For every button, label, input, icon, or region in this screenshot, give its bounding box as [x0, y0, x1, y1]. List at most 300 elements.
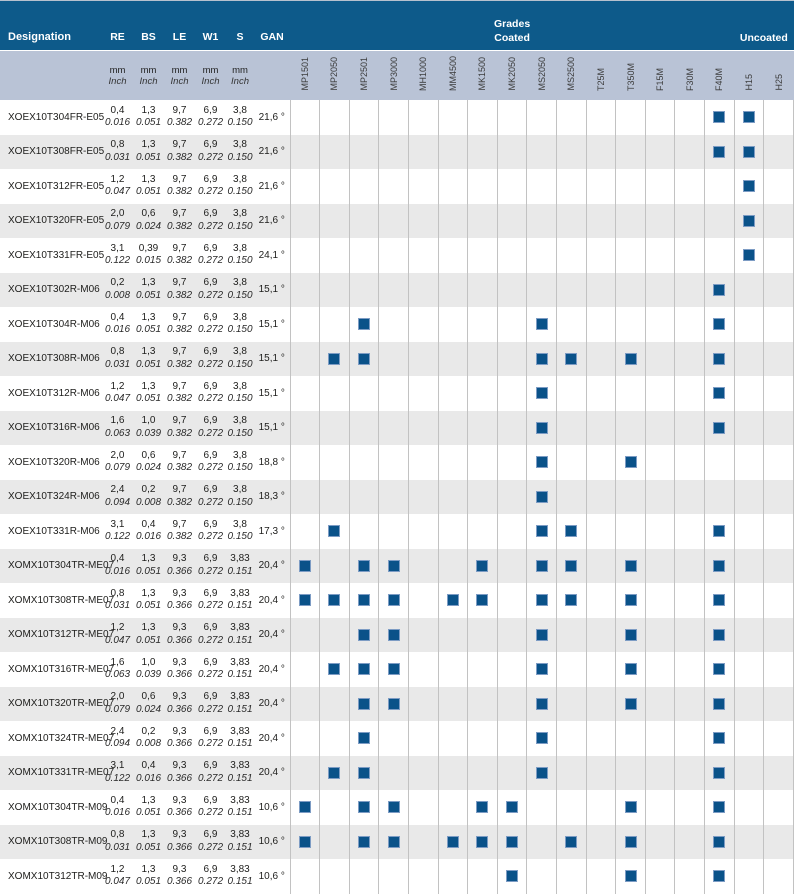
grade-cell-mp2050 [320, 100, 350, 135]
grade-cell-mk1500 [468, 652, 498, 687]
grade-cell-mm4500 [438, 825, 468, 860]
grade-cell-t25m [586, 790, 616, 825]
grade-cell-mk2050 [497, 411, 527, 446]
grade-cell-mp3000 [379, 135, 409, 170]
grade-cell-mk2050 [497, 342, 527, 377]
grade-cell-h25 [764, 790, 794, 825]
grade-cell-t350m [616, 756, 646, 791]
grade-cell-mk2050 [497, 204, 527, 239]
grade-cell-mk1500 [468, 687, 498, 722]
grade-cell-ms2050 [527, 618, 557, 653]
grade-cell-ms2050 [527, 756, 557, 791]
grade-cell-t350m [616, 307, 646, 342]
grade-cell-t350m [616, 859, 646, 894]
le-value-cell: 9,7 0.382 [164, 445, 195, 480]
grade-availability-marker [625, 801, 637, 813]
grade-availability-marker [713, 560, 725, 572]
grades-uncoated-group-header [734, 1, 793, 51]
grade-availability-marker [713, 698, 725, 710]
grade-cell-mp2501 [349, 238, 379, 273]
s-value-cell: 3,8 0.150 [226, 238, 254, 273]
grade-cell-mp2501 [349, 721, 379, 756]
table-row [0, 618, 794, 653]
gan-value-cell: 10,6 ° [254, 825, 290, 860]
grade-cell-ms2050 [527, 549, 557, 584]
grade-cell-mp1501 [290, 238, 320, 273]
le-value-cell: 9,7 0.382 [164, 100, 195, 135]
le-value-cell: 9,3 0.366 [164, 825, 195, 860]
grade-cell-mk2050 [497, 307, 527, 342]
grade-cell-mp2501 [349, 411, 379, 446]
subheader-row [0, 51, 794, 101]
grade-availability-marker [743, 215, 755, 227]
grade-cell-h25 [764, 583, 794, 618]
bs-value-cell: 1,3 0.051 [133, 100, 164, 135]
grade-cell-ms2050 [527, 238, 557, 273]
grade-cell-ms2500 [556, 342, 586, 377]
grade-cell-mk2050 [497, 135, 527, 170]
grade-cell-mp1501 [290, 480, 320, 515]
le-value-cell: 9,7 0.382 [164, 514, 195, 549]
grade-cell-f15m [645, 480, 675, 515]
grade-cell-ms2500 [556, 376, 586, 411]
gan-value-cell: 21,6 ° [254, 169, 290, 204]
designation-header: Designation [0, 1, 102, 51]
bs-value-cell: 0,6 0.024 [133, 687, 164, 722]
grade-cell-f15m [645, 721, 675, 756]
grade-cell-mp1501 [290, 100, 320, 135]
table-row [0, 445, 794, 480]
grade-cell-ms2050 [527, 721, 557, 756]
grade-cell-mm4500 [438, 756, 468, 791]
grade-cell-f15m [645, 307, 675, 342]
w1-value-cell: 6,9 0.272 [195, 652, 226, 687]
grade-cell-mp2501 [349, 273, 379, 308]
grade-cell-mp2050 [320, 480, 350, 515]
header-row [0, 1, 794, 51]
grade-cell-mm4500 [438, 549, 468, 584]
grade-cell-t350m [616, 445, 646, 480]
grade-cell-ms2500 [556, 825, 586, 860]
grade-cell-mp2501 [349, 169, 379, 204]
table-row [0, 204, 794, 239]
table-row [0, 100, 794, 135]
grade-cell-h15 [734, 652, 764, 687]
re-value-cell: 0,2 0.008 [102, 273, 133, 308]
grade-cell-h15 [734, 480, 764, 515]
designation-cell: XOMX10T312TR-ME07 [0, 618, 102, 653]
w1-value-cell: 6,9 0.272 [195, 480, 226, 515]
gan-value-cell: 18,3 ° [254, 480, 290, 515]
grade-cell-ms2500 [556, 169, 586, 204]
grade-cell-mh1000 [408, 342, 438, 377]
grade-availability-marker [388, 801, 400, 813]
grade-cell-mp2501 [349, 790, 379, 825]
grade-availability-marker [625, 353, 637, 365]
grade-cell-t25m [586, 825, 616, 860]
le-units: mm Inch [164, 51, 195, 101]
grade-cell-ms2500 [556, 238, 586, 273]
grade-cell-t350m [616, 169, 646, 204]
grade-cell-t25m [586, 273, 616, 308]
grade-cell-t25m [586, 721, 616, 756]
grade-cell-t25m [586, 238, 616, 273]
grade-cell-mp1501 [290, 859, 320, 894]
grade-cell-mk1500 [468, 790, 498, 825]
grade-cell-mm4500 [438, 376, 468, 411]
s-value-cell: 3,8 0.150 [226, 273, 254, 308]
grade-cell-mp2050 [320, 825, 350, 860]
grade-availability-marker [388, 836, 400, 848]
grade-cell-t350m [616, 342, 646, 377]
grade-cell-mp1501 [290, 135, 320, 170]
grade-availability-marker [565, 525, 577, 537]
bs-value-cell: 1,3 0.051 [133, 135, 164, 170]
grade-cell-mp3000 [379, 273, 409, 308]
grade-cell-mm4500 [438, 135, 468, 170]
designation-cell: XOMX10T316TR-ME07 [0, 652, 102, 687]
grade-cell-mp2050 [320, 687, 350, 722]
grade-cell-mp1501 [290, 583, 320, 618]
grade-cell-f15m [645, 687, 675, 722]
designation-cell: XOEX10T316R-M06 [0, 411, 102, 446]
grade-cell-mm4500 [438, 859, 468, 894]
grade-cell-t350m [616, 618, 646, 653]
grade-cell-mp2501 [349, 549, 379, 584]
grade-cell-t350m [616, 687, 646, 722]
grade-column-label: MM4500 [447, 55, 458, 91]
grade-cell-ms2500 [556, 100, 586, 135]
grade-cell-f30m [675, 583, 705, 618]
w1-value-cell: 6,9 0.272 [195, 687, 226, 722]
grade-availability-marker [565, 836, 577, 848]
grade-availability-marker [625, 594, 637, 606]
grade-cell-h25 [764, 721, 794, 756]
grade-cell-f40m [705, 514, 735, 549]
grade-cell-mp3000 [379, 652, 409, 687]
re-header: RE [102, 1, 133, 51]
bs-value-cell: 0,6 0.024 [133, 445, 164, 480]
grade-column-header-mh1000 [408, 51, 438, 101]
w1-value-cell: 6,9 0.272 [195, 411, 226, 446]
bs-value-cell: 1,0 0.039 [133, 652, 164, 687]
gan-value-cell: 20,4 ° [254, 687, 290, 722]
designation-cell: XOEX10T320FR-E05 [0, 204, 102, 239]
le-value-cell: 9,3 0.366 [164, 549, 195, 584]
grade-cell-mh1000 [408, 825, 438, 860]
gan-value-cell: 20,4 ° [254, 756, 290, 791]
le-value-cell: 9,3 0.366 [164, 687, 195, 722]
grade-cell-f30m [675, 618, 705, 653]
w1-value-cell: 6,9 0.272 [195, 342, 226, 377]
grade-cell-h15 [734, 342, 764, 377]
grade-cell-f30m [675, 376, 705, 411]
grade-cell-mp2501 [349, 583, 379, 618]
designation-cell: XOEX10T331FR-E05 [0, 238, 102, 273]
grade-availability-marker [358, 767, 370, 779]
grade-cell-h15 [734, 100, 764, 135]
table-row [0, 825, 794, 860]
grade-cell-mh1000 [408, 721, 438, 756]
grade-cell-h25 [764, 652, 794, 687]
grade-availability-marker [536, 422, 548, 434]
bs-value-cell: 1,3 0.051 [133, 376, 164, 411]
w1-value-cell: 6,9 0.272 [195, 549, 226, 584]
table-row [0, 583, 794, 618]
grade-availability-marker [476, 594, 488, 606]
grade-cell-h25 [764, 687, 794, 722]
s-value-cell: 3,8 0.150 [226, 169, 254, 204]
grade-cell-t25m [586, 687, 616, 722]
table-row [0, 376, 794, 411]
grade-cell-mp2501 [349, 514, 379, 549]
grade-cell-ms2500 [556, 790, 586, 825]
grade-column-label: F15M [655, 67, 666, 91]
grade-cell-mh1000 [408, 480, 438, 515]
grade-cell-mp2050 [320, 342, 350, 377]
grade-column-header-t350m [616, 51, 646, 101]
gan-value-cell: 15,1 ° [254, 376, 290, 411]
grade-availability-marker [299, 836, 311, 848]
designation-cell: XOMX10T331TR-ME07 [0, 756, 102, 791]
designation-cell: XOEX10T302R-M06 [0, 273, 102, 308]
grade-cell-t25m [586, 756, 616, 791]
grade-cell-mk1500 [468, 756, 498, 791]
grade-cell-mp1501 [290, 273, 320, 308]
grade-availability-marker [328, 663, 340, 675]
grade-cell-h25 [764, 514, 794, 549]
grade-cell-mp2050 [320, 204, 350, 239]
grade-cell-mp2050 [320, 307, 350, 342]
s-value-cell: 3,83 0.151 [226, 618, 254, 653]
grade-cell-mk2050 [497, 549, 527, 584]
bs-value-cell: 1,3 0.051 [133, 859, 164, 894]
grade-cell-mk1500 [468, 238, 498, 273]
grade-cell-h15 [734, 376, 764, 411]
grade-availability-marker [388, 560, 400, 572]
grade-availability-marker [358, 629, 370, 641]
grade-cell-t350m [616, 135, 646, 170]
grade-cell-t350m [616, 652, 646, 687]
grade-cell-ms2050 [527, 100, 557, 135]
grade-cell-mk1500 [468, 549, 498, 584]
grade-cell-f40m [705, 445, 735, 480]
grade-availability-marker [713, 146, 725, 158]
s-value-cell: 3,83 0.151 [226, 652, 254, 687]
grade-cell-t25m [586, 859, 616, 894]
s-value-cell: 3,83 0.151 [226, 583, 254, 618]
grade-cell-mp2050 [320, 618, 350, 653]
re-value-cell: 1,2 0.047 [102, 169, 133, 204]
grade-cell-h15 [734, 135, 764, 170]
grade-cell-f30m [675, 445, 705, 480]
grade-cell-f30m [675, 756, 705, 791]
designation-cell: XOEX10T320R-M06 [0, 445, 102, 480]
grade-cell-mp3000 [379, 825, 409, 860]
grade-cell-mh1000 [408, 376, 438, 411]
grade-availability-marker [299, 594, 311, 606]
w1-value-cell: 6,9 0.272 [195, 376, 226, 411]
grade-cell-mk1500 [468, 445, 498, 480]
grade-cell-h15 [734, 549, 764, 584]
le-value-cell: 9,3 0.366 [164, 790, 195, 825]
grade-cell-mm4500 [438, 342, 468, 377]
bs-header: BS [133, 1, 164, 51]
grade-cell-f30m [675, 687, 705, 722]
grade-cell-mp1501 [290, 652, 320, 687]
designation-cell: XOEX10T304R-M06 [0, 307, 102, 342]
grade-cell-f40m [705, 238, 735, 273]
grade-cell-mm4500 [438, 514, 468, 549]
gan-value-cell: 10,6 ° [254, 859, 290, 894]
grade-column-label: MK2050 [507, 57, 518, 91]
grade-cell-h25 [764, 825, 794, 860]
grade-cell-mk2050 [497, 618, 527, 653]
grade-cell-mm4500 [438, 445, 468, 480]
table-row [0, 480, 794, 515]
grade-cell-ms2050 [527, 583, 557, 618]
grade-column-header-h15 [734, 51, 764, 101]
grade-cell-ms2500 [556, 514, 586, 549]
grade-cell-mp2050 [320, 549, 350, 584]
grade-cell-mk1500 [468, 825, 498, 860]
grade-cell-f40m [705, 721, 735, 756]
grade-availability-marker [476, 560, 488, 572]
grade-cell-h25 [764, 376, 794, 411]
designation-cell: XOEX10T304FR-E05 [0, 100, 102, 135]
grade-cell-ms2500 [556, 307, 586, 342]
designation-cell: XOMX10T304TR-M09 [0, 790, 102, 825]
grade-availability-marker [476, 836, 488, 848]
grade-cell-mm4500 [438, 652, 468, 687]
grade-availability-marker [388, 629, 400, 641]
grade-cell-mk1500 [468, 100, 498, 135]
grade-cell-f40m [705, 376, 735, 411]
grade-cell-h25 [764, 445, 794, 480]
grade-cell-f15m [645, 376, 675, 411]
grade-cell-f30m [675, 652, 705, 687]
grade-cell-t25m [586, 514, 616, 549]
grade-cell-h25 [764, 342, 794, 377]
s-value-cell: 3,8 0.150 [226, 135, 254, 170]
s-header: S [226, 1, 254, 51]
re-value-cell: 1,6 0.063 [102, 652, 133, 687]
grade-cell-t350m [616, 411, 646, 446]
s-value-cell: 3,83 0.151 [226, 687, 254, 722]
grade-cell-f15m [645, 204, 675, 239]
grade-availability-marker [358, 801, 370, 813]
grade-cell-mp2501 [349, 687, 379, 722]
bs-value-cell: 0,2 0.008 [133, 480, 164, 515]
grade-cell-mp1501 [290, 687, 320, 722]
s-value-cell: 3,83 0.151 [226, 549, 254, 584]
grade-cell-mk2050 [497, 756, 527, 791]
grade-cell-mh1000 [408, 307, 438, 342]
grade-cell-mp3000 [379, 169, 409, 204]
grade-cell-mp2501 [349, 307, 379, 342]
grade-cell-ms2500 [556, 652, 586, 687]
grade-cell-mp2050 [320, 756, 350, 791]
le-value-cell: 9,7 0.382 [164, 204, 195, 239]
designation-subheader-empty [0, 51, 102, 101]
grade-column-header-mk2050 [497, 51, 527, 101]
grade-cell-f30m [675, 411, 705, 446]
grade-availability-marker [358, 836, 370, 848]
grade-cell-mh1000 [408, 238, 438, 273]
grade-cell-mp2050 [320, 273, 350, 308]
grade-availability-marker [358, 560, 370, 572]
grade-cell-h15 [734, 204, 764, 239]
grade-cell-t25m [586, 583, 616, 618]
grade-cell-mk2050 [497, 514, 527, 549]
grade-column-header-mk1500 [468, 51, 498, 101]
grade-cell-f15m [645, 549, 675, 584]
grade-cell-mp1501 [290, 376, 320, 411]
grade-column-label: MH1000 [418, 56, 429, 91]
grade-availability-marker [358, 353, 370, 365]
grades-coated-group-header [290, 1, 734, 51]
bs-value-cell: 1,3 0.051 [133, 583, 164, 618]
grade-column-label: F30M [684, 67, 695, 91]
grade-cell-t350m [616, 376, 646, 411]
grade-cell-ms2500 [556, 583, 586, 618]
grade-cell-ms2500 [556, 756, 586, 791]
grade-cell-mp1501 [290, 445, 320, 480]
s-value-cell: 3,8 0.150 [226, 411, 254, 446]
grade-cell-mk2050 [497, 859, 527, 894]
grade-cell-mh1000 [408, 652, 438, 687]
re-value-cell: 1,2 0.047 [102, 859, 133, 894]
grade-cell-f30m [675, 480, 705, 515]
grade-cell-f40m [705, 859, 735, 894]
grade-cell-h15 [734, 307, 764, 342]
grade-cell-h25 [764, 100, 794, 135]
grade-availability-marker [743, 111, 755, 123]
grade-availability-marker [743, 146, 755, 158]
bs-value-cell: 0,6 0.024 [133, 204, 164, 239]
grade-cell-h15 [734, 859, 764, 894]
grade-cell-mh1000 [408, 514, 438, 549]
bs-value-cell: 1,3 0.051 [133, 342, 164, 377]
uncoated-label: Uncoated [739, 32, 788, 44]
grade-cell-f30m [675, 307, 705, 342]
grade-cell-mp1501 [290, 756, 320, 791]
w1-value-cell: 6,9 0.272 [195, 859, 226, 894]
grade-cell-mp3000 [379, 342, 409, 377]
w1-value-cell: 6,9 0.272 [195, 100, 226, 135]
grade-cell-t350m [616, 790, 646, 825]
bs-value-cell: 1,3 0.051 [133, 825, 164, 860]
grade-availability-marker [536, 767, 548, 779]
grade-cell-f15m [645, 273, 675, 308]
grade-column-label: MP2050 [329, 57, 340, 91]
le-value-cell: 9,7 0.382 [164, 376, 195, 411]
grade-cell-h25 [764, 273, 794, 308]
bs-value-cell: 1,3 0.051 [133, 618, 164, 653]
grade-cell-h25 [764, 238, 794, 273]
grade-cell-mk1500 [468, 342, 498, 377]
re-value-cell: 2,0 0.079 [102, 204, 133, 239]
s-value-cell: 3,8 0.150 [226, 100, 254, 135]
grade-cell-h15 [734, 825, 764, 860]
grade-cell-t25m [586, 135, 616, 170]
grade-cell-mp2050 [320, 169, 350, 204]
grade-cell-mp2050 [320, 445, 350, 480]
grade-cell-ms2050 [527, 652, 557, 687]
bs-value-cell: 0,39 0.015 [133, 238, 164, 273]
grade-cell-f30m [675, 721, 705, 756]
re-value-cell: 0,8 0.031 [102, 583, 133, 618]
